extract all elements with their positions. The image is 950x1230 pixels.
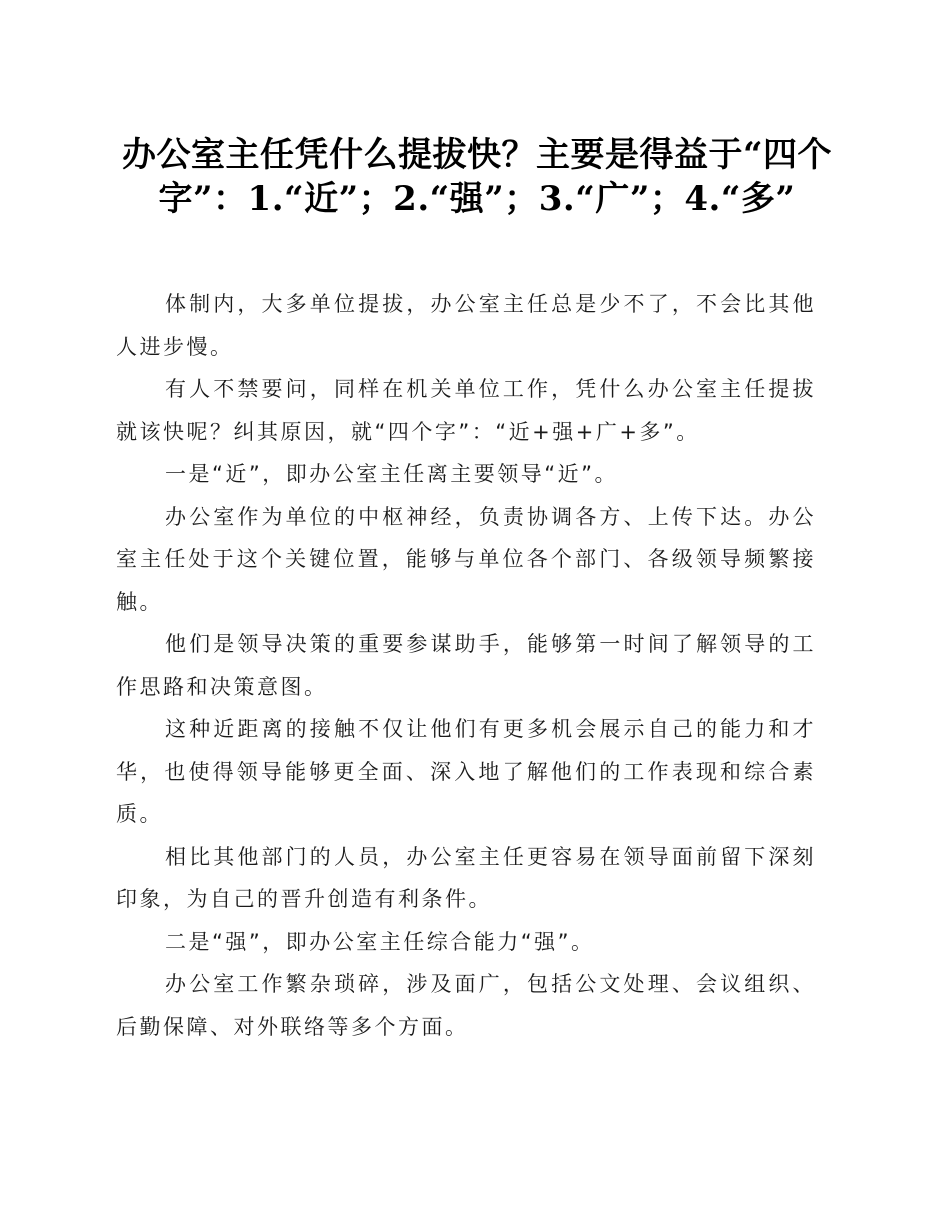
- paragraph-2: 有人不禁要问，同样在机关单位工作，凭什么办公室主任提拔就该快呢？纠其原因，就“四个字”：“近+强+广+多”。: [116, 377, 816, 444]
- paragraph-7: 相比其他部门的人员，办公室主任更容易在领导面前留下深刻印象，为自己的晋升创造有利条件。: [116, 844, 816, 911]
- paragraph-9: 办公室工作繁杂琐碎，涉及面广，包括公文处理、会议组织、后勤保障、对外联络等多个方面。: [116, 972, 816, 1039]
- document-title: 办公室主任凭什么提拔快？主要是得益于“四个字”：1.“近”；2.“强”；3.“广”；4.“多”: [121, 135, 833, 219]
- paragraph-5: 他们是领导决策的重要参谋助手，能够第一时间了解领导的工作思路和决策意图。: [116, 632, 816, 699]
- paragraph-3: 一是“近”，即办公室主任离主要领导“近”。: [165, 462, 619, 486]
- paragraph-8: 二是“强”，即办公室主任综合能力“强”。: [165, 929, 595, 954]
- paragraph-4: 办公室作为单位的中枢神经，负责协调各方、上传下达。办公室主任处于这个关键位置，能够与单位各个部门、各级领导频繁接触。: [116, 504, 816, 614]
- document-body: [116, 283, 816, 1048]
- paragraph-1: 体制内，大多单位提拔，办公室主任总是少不了，不会比其他人进步慢。: [116, 292, 816, 359]
- paragraph-6: 这种近距离的接触不仅让他们有更多机会展示自己的能力和才华，也使得领导能够更全面、深入地了解他们的工作表现和综合素质。: [116, 717, 816, 826]
